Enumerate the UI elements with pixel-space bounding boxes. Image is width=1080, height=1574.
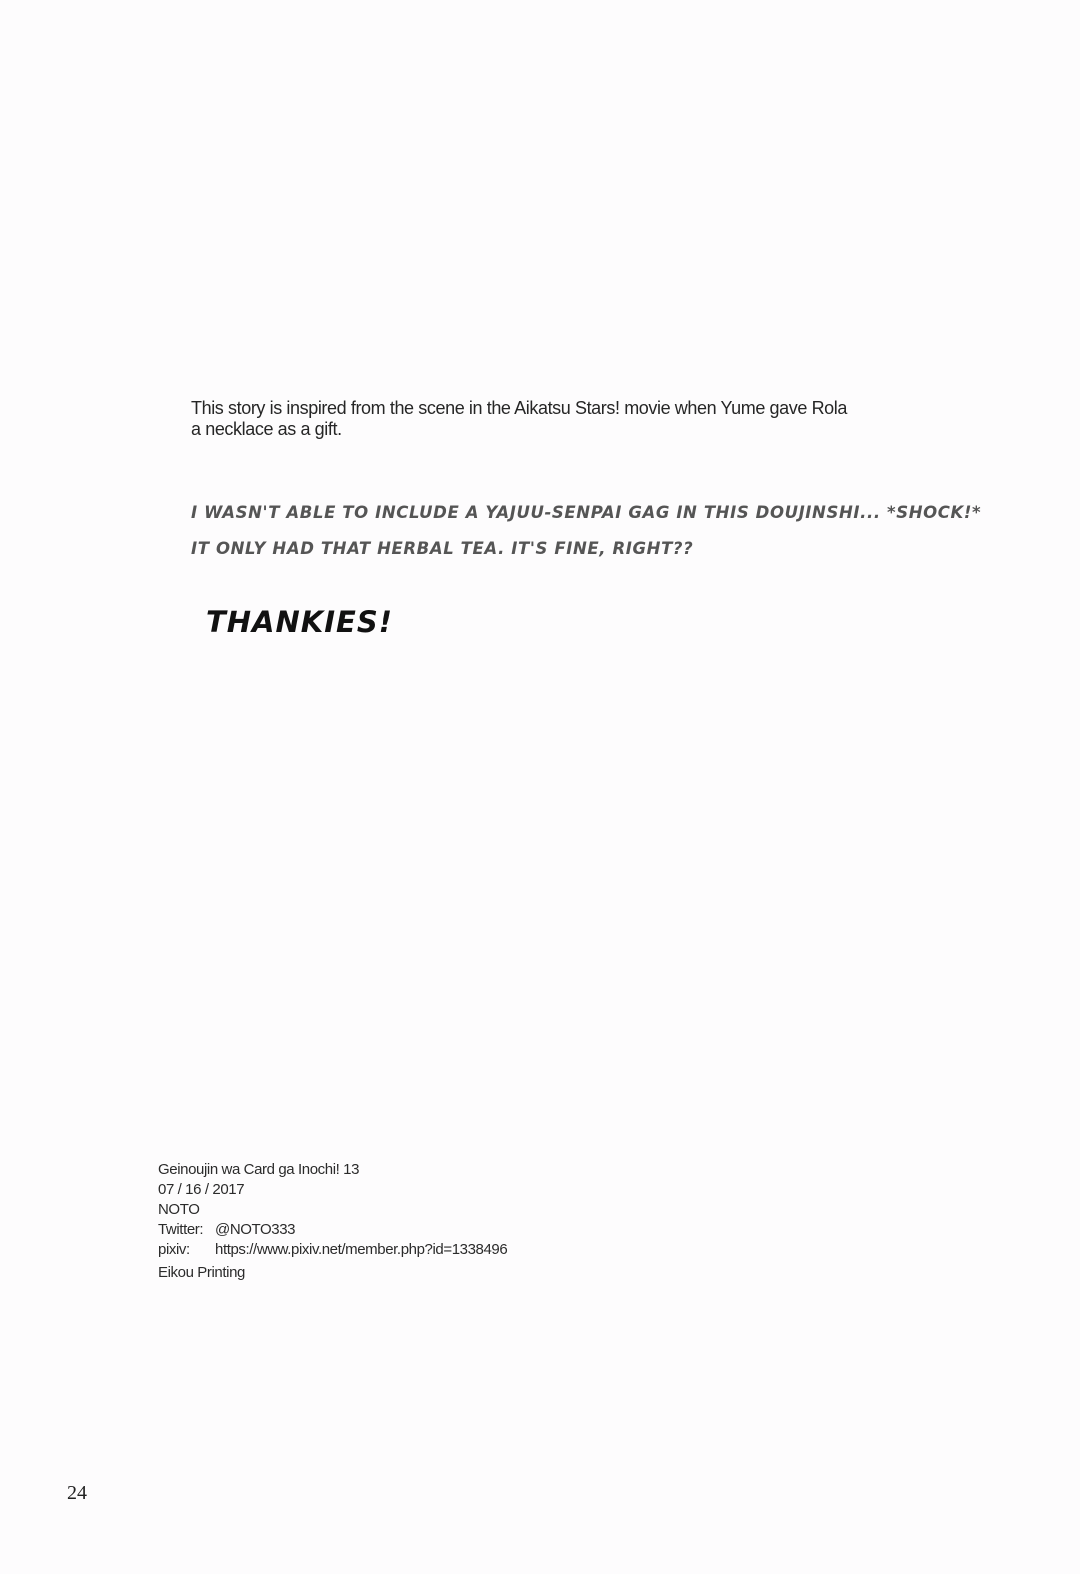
colophon-date: 07 / 16 / 2017 [158,1181,245,1198]
comic-note-line-2: IT ONLY HAD THAT HERBAL TEA. IT'S FINE, RIGHT?? [191,539,694,558]
twitter-handle: @NOTO333 [215,1221,296,1238]
colophon-title: Geinoujin wa Card ga Inochi! 13 [158,1161,360,1178]
thanks-heading: THANKIES! [206,605,393,639]
colophon-author: NOTO [158,1201,200,1218]
twitter-label: Twitter: [158,1221,204,1238]
comic-note-line-1: I WASN'T ABLE TO INCLUDE A YAJUU-SENPAI GAG IN THIS DOUJINSHI... *SHOCK!* [191,503,982,522]
colophon [158,1160,507,1283]
page-number: 24 [67,1482,87,1504]
colophon-printer: Eikou Printing [158,1264,245,1281]
pixiv-label: pixiv: [158,1241,190,1258]
intro-line-1: This story is inspired from the scene in the Aikatsu Stars! movie when Yume gave Rola [191,398,847,418]
intro-line-2: a necklace as a gift. [191,419,342,439]
colophon-twitter [158,1220,507,1240]
intro-text [191,398,951,440]
pixiv-url: https://www.pixiv.net/member.php?id=1338496 [215,1241,508,1258]
colophon-pixiv [158,1240,507,1260]
